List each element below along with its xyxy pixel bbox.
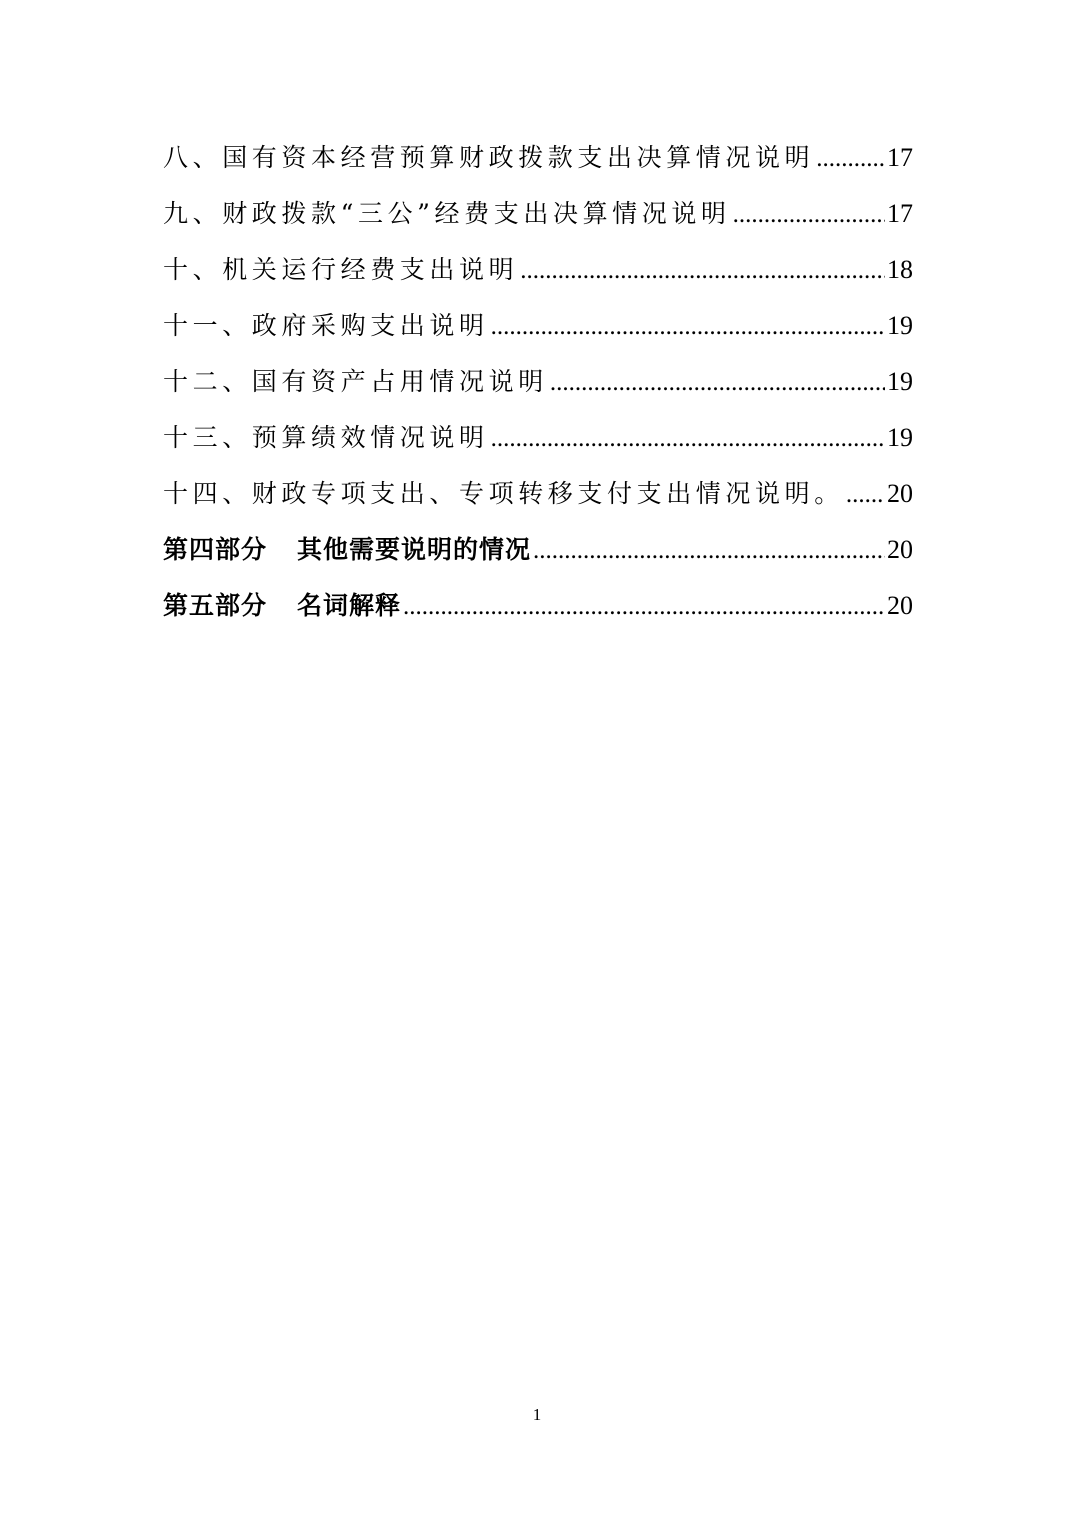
page-number: 1	[532, 1405, 542, 1424]
toc-entry-title: 九、财政拨款“三公”经费支出决算情况说明	[163, 199, 731, 228]
toc-page-number: 17	[887, 199, 913, 228]
toc-entry-title: 十、机关运行经费支出说明	[163, 255, 519, 284]
toc-entry-14[interactable]	[163, 466, 913, 522]
toc-entry-8[interactable]	[163, 130, 913, 186]
toc-leader-dots	[733, 187, 885, 243]
toc-leader-dots	[816, 131, 885, 187]
toc-entry-12[interactable]	[163, 354, 913, 410]
toc-entry-10[interactable]	[163, 242, 913, 298]
toc-leader-dots	[520, 243, 885, 299]
toc-leader-dots	[846, 467, 885, 523]
toc-leader-dots	[491, 411, 885, 467]
toc-page-number: 17	[887, 143, 913, 172]
toc-entry-title: 八、国有资本经营预算财政拨款支出决算情况说明	[163, 143, 815, 172]
toc-page-number: 20	[887, 479, 913, 508]
toc-part-title: 名词解释	[297, 591, 402, 620]
toc-part-label: 第四部分	[163, 535, 268, 564]
toc-page-number: 19	[887, 311, 913, 340]
toc-entry-title: 十一、政府采购支出说明	[163, 311, 489, 340]
toc-page-number: 19	[887, 423, 913, 452]
toc-entry-title: 十三、预算绩效情况说明	[163, 423, 489, 452]
toc-page-number: 20	[887, 535, 913, 564]
toc-page-number: 20	[887, 591, 913, 620]
toc-entry-title: 十二、国有资产占用情况说明	[163, 367, 548, 396]
toc-part-title: 其他需要说明的情况	[297, 535, 532, 564]
toc-leader-dots	[550, 355, 885, 411]
toc-page-number: 18	[887, 255, 913, 284]
toc-entry-9[interactable]	[163, 186, 913, 242]
toc-part-heading	[163, 522, 531, 578]
toc-entry-title: 十四、财政专项支出、专项转移支付支出情况说明。	[163, 479, 844, 508]
toc-leader-dots	[533, 523, 885, 579]
toc-leader-dots	[491, 299, 885, 355]
toc-entry-13[interactable]	[163, 410, 913, 466]
table-of-contents	[163, 130, 913, 634]
toc-part-4[interactable]	[163, 522, 913, 578]
toc-page-number: 19	[887, 367, 913, 396]
toc-leader-dots	[403, 579, 885, 635]
toc-part-5[interactable]	[163, 578, 913, 634]
toc-entry-11[interactable]	[163, 298, 913, 354]
toc-part-label: 第五部分	[163, 591, 268, 620]
toc-part-heading	[163, 578, 401, 634]
